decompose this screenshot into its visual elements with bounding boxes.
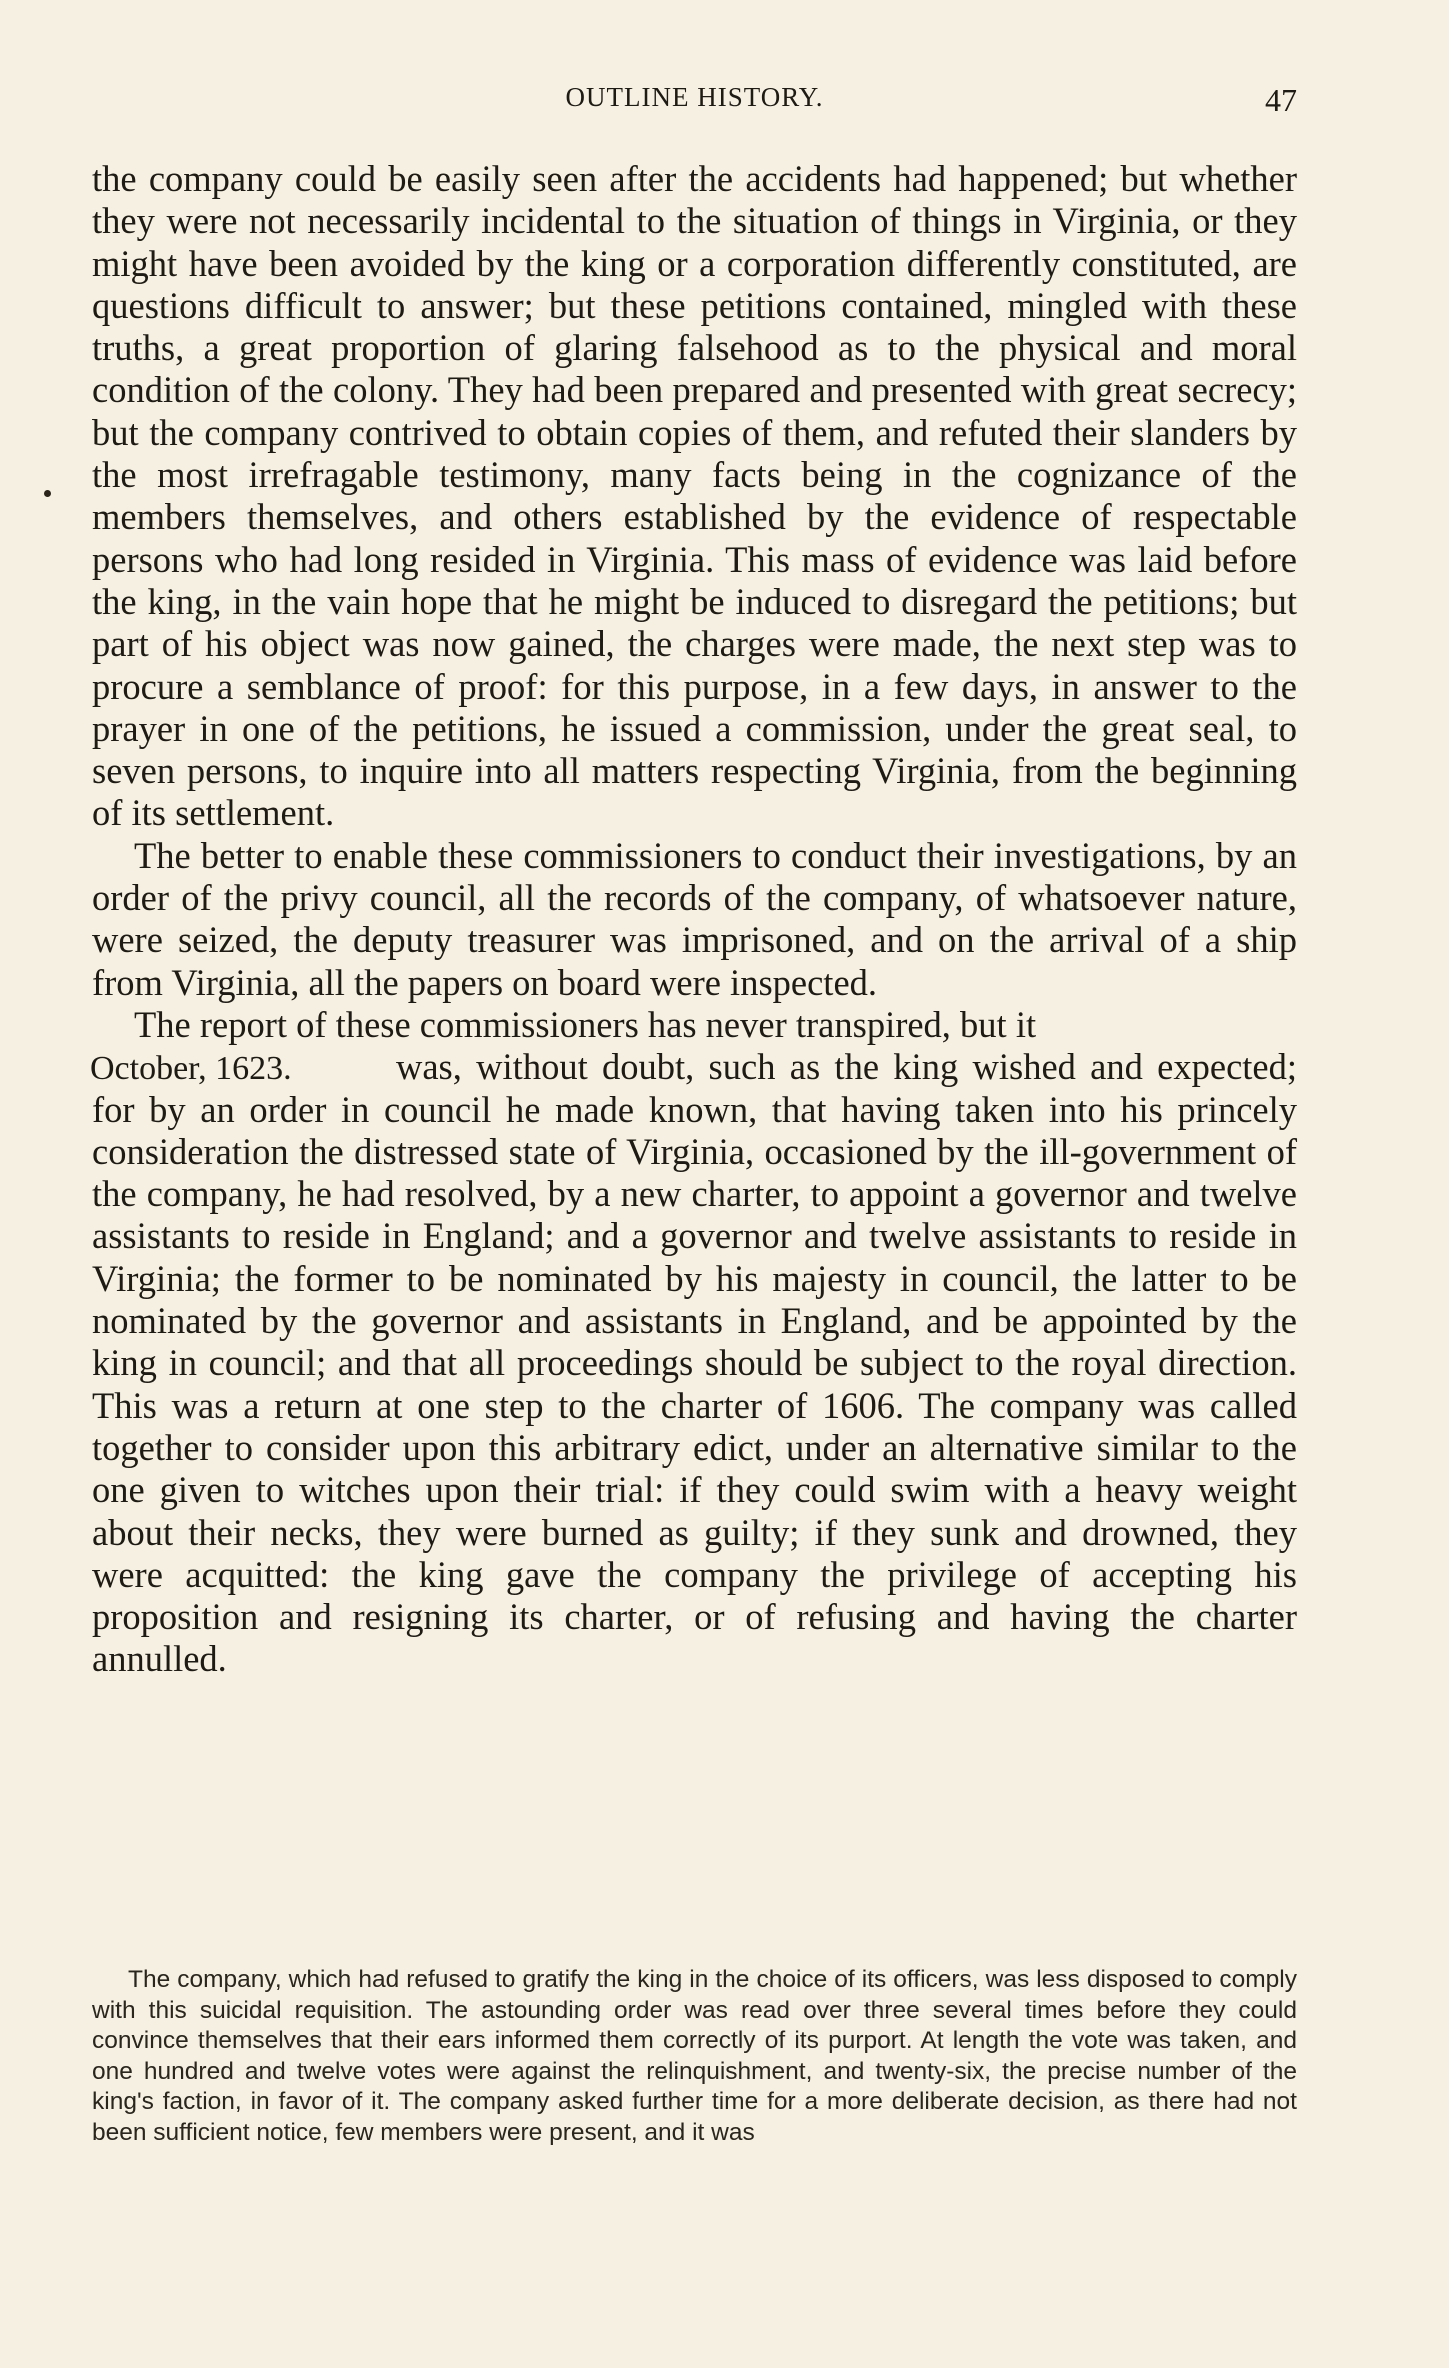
paragraph-1: the company could be easily seen after the accidents had happened; but whether they were not necessarily incidental to the situation of things in Virginia, or they might have been avoided by the king or a corporation differently constituted, are questions difficult to answer; but these petitions contained, mingled with these truths, a great proportion of glaring falsehood as to the physical and moral condition of the colony. They had been prepared and presented with great secrecy; but the company contrived to obtain copies of them, and refuted their slanders by the most irrefragable testimony, many facts being in the cognizance of the members themselves, and others established by the evidence of respectable persons who had long resided in Virginia. This mass of evidence was laid before the king, in the vain hope that he might be induced to disregard the petitions; but part of his object was now gained, the charges were made, the next step was to procure a semblance of proof: for this purpose, in a few days, in answer to the prayer in one of the petitions, he issued a commission, under the great seal, to seven persons, to inquire into all matters respecting Virginia, from the beginning of its settlement. bbox=[92, 158, 1297, 834]
page-number: 47 bbox=[1265, 82, 1297, 118]
margin-date-note: October, 1623. bbox=[90, 1050, 292, 1088]
paragraph-3-rest: was, without doubt, such as the king wished and expected; for by an order in council he made known, that having taken into his princely consideration the distressed state of Virginia, occasioned by the ill-government of the company, he had resolved, by a new charter, to appoint a governor and twelve assistants to reside in England; and a governor and twelve assistants to reside in Virginia; the former to be nominated by his majesty in council, the latter to be nominated by the governor and assistants in England, and be appointed by the king in council; and that all proceedings should be subject to the royal direction. This was a return at one step to the charter of 1606. The company was called together to consider upon this arbitrary edict, under an alternative similar to the one given to witches upon their trial: if they could swim with a heavy weight about their necks, they were burned as guilty; if they sunk and drowned, they were acquitted: the king gave the company the privilege of accepting his proposition and resigning its charter, or of refusing and having the charter annulled. bbox=[92, 1046, 1297, 1680]
page-header bbox=[92, 82, 1297, 122]
margin-ink-mark bbox=[44, 490, 51, 497]
running-head: OUTLINE HISTORY. bbox=[565, 82, 824, 112]
paragraph-3-body bbox=[92, 1046, 1297, 1680]
footnote-text: The company, which had refused to gratify the king in the choice of its officers, was less disposed to comply with this suicidal requisition. The astounding order was read over three several times before they could convince themselves that their ears informed them correctly of its purport. At length the vote was taken, and one hundred and twelve votes were against the relinquishment, and twenty-six, the precise number of the king's faction, in favor of it. The company asked further time for a more deliberate decision, as there had not been sufficient notice, few members were present, and it was bbox=[92, 1966, 1297, 2146]
paragraph-2: The better to enable these commissioners to conduct their investigations, by an order of the privy council, all the records of the company, of whatsoever nature, were seized, the deputy treasurer was imprisoned, and on the arrival of a ship from Virginia, all the papers on board were inspected. bbox=[92, 834, 1297, 1003]
main-text bbox=[92, 158, 1297, 1681]
footnote bbox=[92, 1965, 1297, 2148]
paragraph-3-lead: The report of these commissioners has never transpired, but it bbox=[134, 1003, 1037, 1045]
